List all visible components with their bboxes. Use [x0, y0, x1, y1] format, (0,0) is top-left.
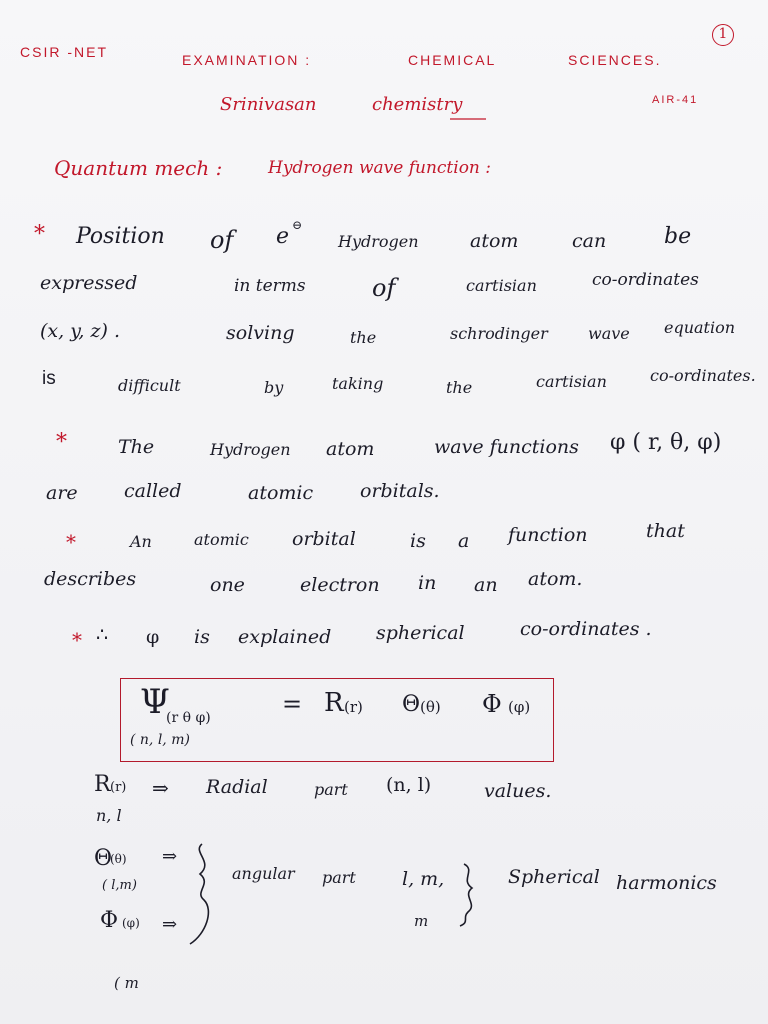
p3-atomic: atomic: [194, 530, 249, 549]
header-subject: chemistry: [372, 94, 463, 115]
p1-be: be: [664, 224, 692, 249]
bullet-4: *: [72, 628, 82, 652]
angular-arrow-1: ⇒: [162, 846, 178, 867]
eq-Phi-arg: (φ): [508, 698, 531, 716]
p1-by: by: [264, 378, 284, 397]
p1-taking: taking: [332, 374, 384, 393]
p3-that: that: [646, 520, 685, 542]
p3-a: a: [458, 530, 470, 552]
topic-quantum: Quantum mech :: [54, 156, 223, 180]
p2-are: are: [46, 482, 78, 504]
p3-one: one: [210, 574, 245, 596]
bullet-1: *: [34, 222, 45, 247]
brace-left-icon: [184, 840, 224, 950]
p1-of2: of: [372, 274, 396, 302]
radial-values: values.: [484, 780, 552, 802]
p4-coordinates: co-ordinates .: [520, 618, 652, 640]
p3-is: is: [410, 530, 426, 552]
header-chemical: CHEMICAL: [408, 52, 497, 68]
eq-Theta: Θ: [402, 692, 421, 717]
radial-nl: (n, l): [386, 774, 432, 796]
eq-psi-sub-qn: ( n, l, m): [130, 732, 190, 748]
brace-right-icon: [456, 860, 486, 930]
angular-spherical: Spherical: [508, 866, 600, 888]
header-csir-net: CSIR -NET: [20, 44, 108, 60]
eq-R: R: [324, 688, 344, 718]
p1-e: e: [276, 224, 290, 249]
electron-charge-sup: ⊖: [292, 218, 303, 232]
p4-spherical: spherical: [376, 622, 465, 644]
angular-word: angular: [232, 864, 295, 883]
header-sciences: SCIENCES.: [568, 52, 662, 68]
angular-Phi: Φ: [100, 908, 119, 933]
radial-R-arg: (r): [110, 780, 127, 795]
p1-the: the: [350, 328, 377, 347]
radial-word: Radial: [206, 776, 268, 798]
angular-Phi-sub: ( m: [114, 974, 139, 992]
p1-wave: wave: [588, 324, 630, 343]
p3-describes: describes: [44, 568, 137, 590]
p1-solving: solving: [226, 322, 295, 344]
angular-part: part: [322, 868, 356, 887]
angular-Theta: Θ: [94, 846, 113, 871]
p2-the: The: [118, 436, 155, 458]
p1-schrodinger: schrodinger: [450, 324, 548, 343]
p4-phi: φ: [146, 626, 160, 648]
p4-therefore: ∴: [96, 624, 109, 646]
p4-is: is: [194, 626, 210, 648]
eq-R-arg: (r): [344, 698, 363, 716]
p4-explained: explained: [238, 626, 332, 648]
bullet-2: *: [56, 430, 67, 455]
angular-arrow-2: ⇒: [162, 914, 178, 935]
eq-equals: =: [282, 690, 303, 718]
p3-in: in: [418, 572, 437, 594]
p3-an2: an: [474, 574, 498, 596]
topic-hydrogen-wave-function: Hydrogen wave function :: [268, 158, 492, 178]
p1-coordinates2: co-ordinates.: [650, 366, 756, 385]
page-number: 1: [712, 24, 734, 46]
bullet-3: *: [66, 530, 76, 554]
p1-equation: equation: [664, 318, 736, 337]
p1-interms: in terms: [234, 276, 306, 296]
angular-theta-sub: ( l,m): [102, 878, 137, 893]
p1-difficult: difficult: [118, 376, 181, 395]
chemistry-underline: [450, 116, 490, 122]
p1-position: Position: [76, 224, 165, 249]
p2-orbitals: orbitals.: [360, 480, 440, 502]
p2-wave-functions: wave functions: [434, 436, 579, 458]
p2-phi-expr: φ ( r, θ, φ): [610, 430, 722, 455]
angular-qn: l, m,: [402, 868, 445, 890]
p2-hydrogen: Hydrogen: [210, 440, 291, 459]
p1-expressed: expressed: [40, 272, 138, 294]
p1-can: can: [572, 230, 607, 252]
header-examination: EXAMINATION :: [182, 52, 312, 68]
p3-an: An: [130, 532, 152, 551]
p1-the2: the: [446, 378, 473, 397]
header-rank: AIR-41: [652, 94, 699, 106]
p1-cartisian: cartisian: [466, 276, 537, 295]
angular-qn-m: m: [414, 912, 429, 930]
p3-function: function: [508, 524, 588, 546]
p2-called: called: [124, 480, 182, 502]
p2-atomic: atomic: [248, 482, 314, 504]
radial-sub: n, l: [96, 806, 122, 825]
angular-harmonics: harmonics: [616, 872, 717, 894]
p1-is: is: [42, 368, 56, 389]
angular-Phi-arg: (φ): [122, 916, 140, 930]
p1-xyz: (x, y, z) .: [40, 320, 120, 342]
radial-R: R: [94, 772, 111, 797]
eq-psi: Ψ: [140, 682, 170, 722]
angular-Theta-arg: (θ): [110, 852, 127, 866]
p1-coordinates: co-ordinates: [592, 270, 699, 290]
eq-psi-sub-coords: (r θ φ): [166, 710, 211, 726]
p3-electron: electron: [300, 574, 380, 596]
p3-orbital: orbital: [292, 528, 356, 550]
p1-hydrogen: Hydrogen: [338, 232, 419, 251]
p1-of: of: [210, 226, 234, 254]
eq-Phi: Φ: [482, 690, 502, 718]
radial-part: part: [314, 780, 348, 799]
header-author: Srinivasan: [220, 94, 317, 115]
p1-atom: atom: [470, 230, 519, 252]
radial-arrow: ⇒: [152, 776, 169, 800]
p2-atom: atom: [326, 438, 375, 460]
eq-Theta-arg: (θ): [420, 698, 441, 716]
p1-cartisian2: cartisian: [536, 372, 607, 391]
p3-atom: atom.: [528, 568, 583, 590]
